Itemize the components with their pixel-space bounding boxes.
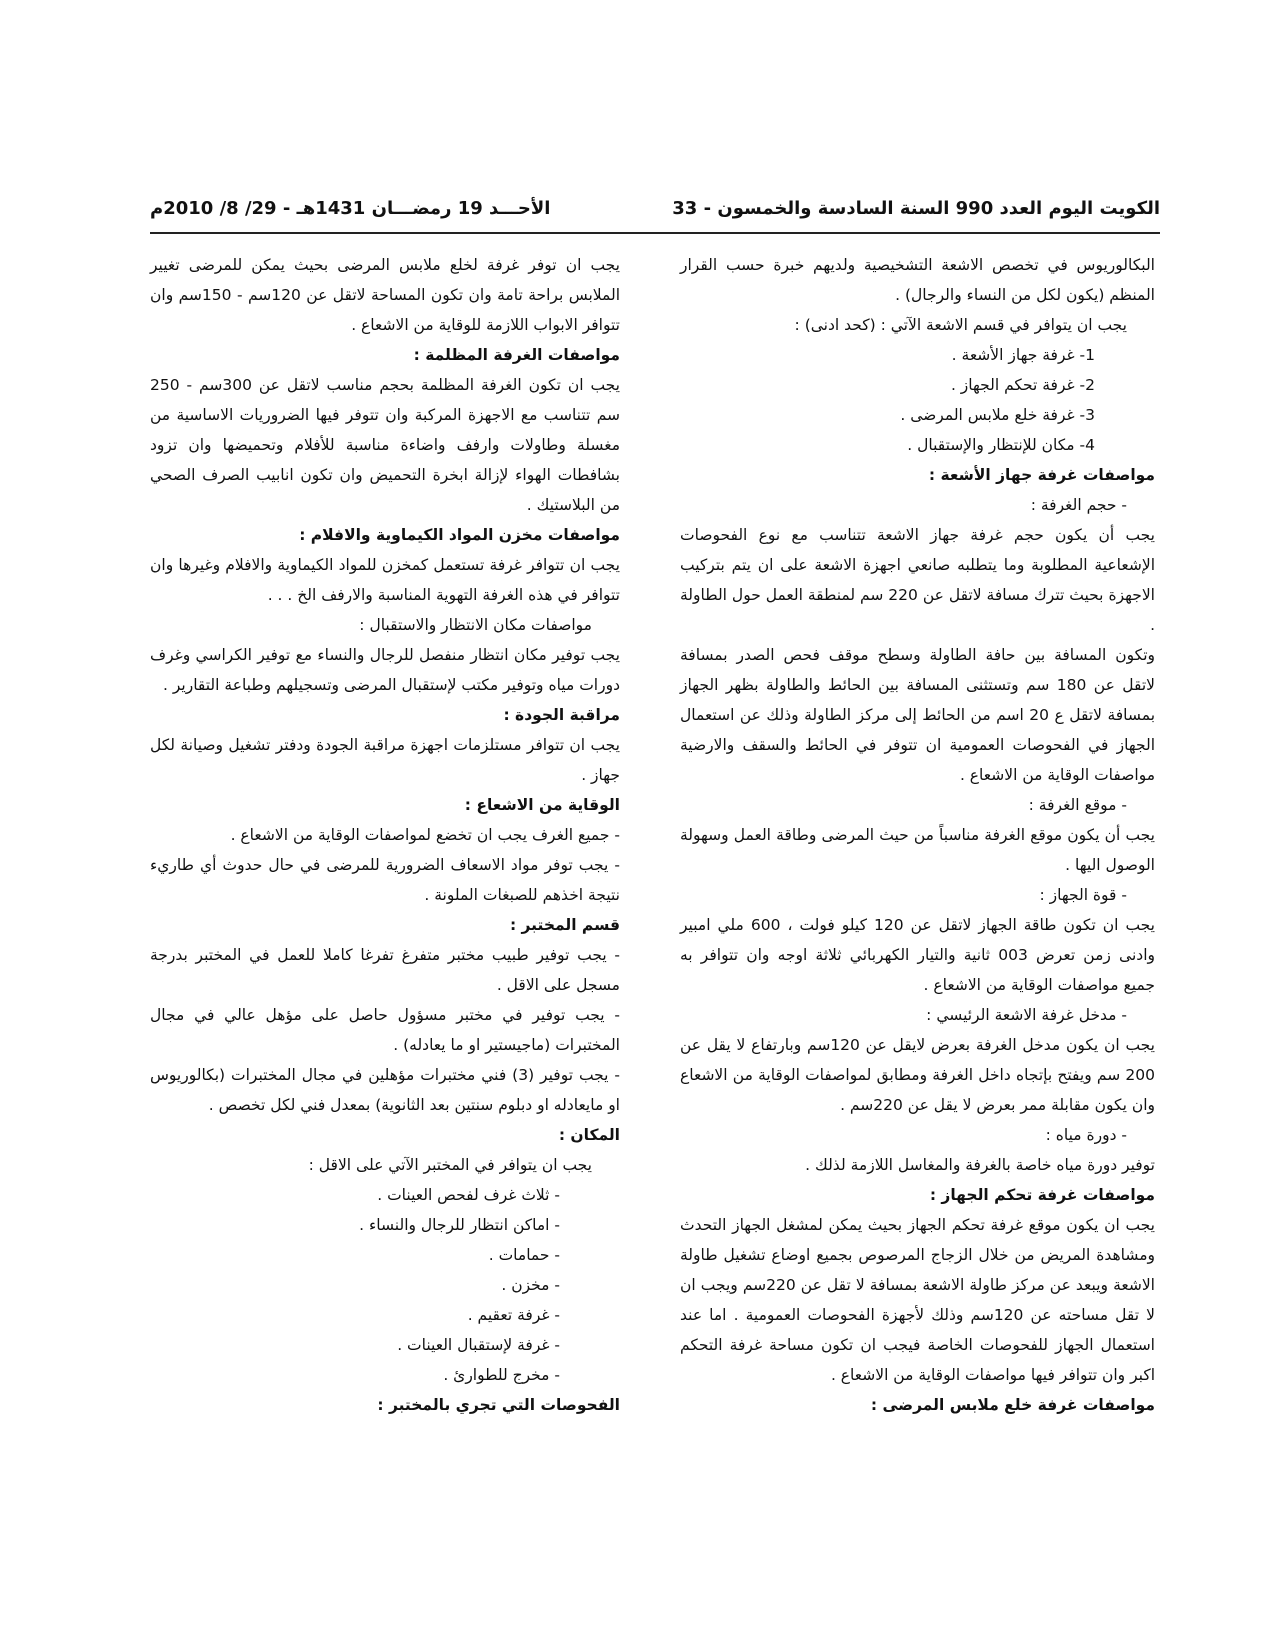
paragraph: يجب ان يكون مدخل الغرفة بعرض لايقل عن 120سم وبارتفاع لا يقل عن 200 سم ويفتح بإتجاه داخل الغرفة ومطابق لمواصفات الوقاية من الاشعاع وان يكون مقابلة ممر بعرض لا يقل عن 220سم . xyxy=(680,1036,1155,1114)
list-item: 1- غرفة جهاز الأشعة . xyxy=(951,346,1095,364)
list-item: - اماكن انتظار للرجال والنساء . xyxy=(359,1216,560,1234)
paragraph: - يجب توفير في مختبر مسؤول حاصل على مؤهل عالي في مجال المختبرات (ماجيستير او ما يعادله) . xyxy=(150,1006,620,1054)
paragraph: - يجب توفر مواد الاسعاف الضرورية للمرضى في حال حدوث أي طاريء نتيجة اخذهم للصبغات الملونة . xyxy=(150,856,620,904)
list-item: - مخرج للطوارئ . xyxy=(443,1366,560,1384)
paragraph: - يجب توفير (3) فني مختبرات مؤهلين في مجال المختبرات (بكالوريوس او مايعادله او دبلوم سنتين بعد الثانوية) بمعدل فني لكل تخصص . xyxy=(150,1066,620,1114)
left-column xyxy=(150,250,620,1420)
header-divider xyxy=(150,232,1160,234)
section-heading: الوقاية من الاشعاع : xyxy=(464,796,620,814)
paragraph: - جميع الغرف يجب ان تخضع لمواصفات الوقاية من الاشعاع . xyxy=(230,826,620,844)
page-header xyxy=(150,198,1160,228)
paragraph: يجب ان تكون طاقة الجهاز لاتقل عن 120 كيلو فولت ، 600 ملي امبير وادنى زمن تعرض 003 ثانية والتيار الكهربائي ثلاثة اوجه وان تتوافر به جميع مواصفات الوقاية من الاشعاع . xyxy=(680,916,1155,994)
paragraph: يجب أن يكون حجم غرفة جهاز الاشعة تتناسب مع نوع الفحوصات الإشعاعية المطلوبة وما يتطلبه صانعي اجهزة الاشعة على ان يتم بتركيب الاجهزة بحيث تترك مسافة لاتقل عن 220 سم لمنطقة العمل حول الطاولة . xyxy=(680,526,1155,634)
header-date: الأحـــد 19 رمضـــان 1431هـ - 29/ 8/ 2010م xyxy=(150,198,551,219)
sub-heading: يجب ان يتوافر في قسم الاشعة الآتي : (كحد ادنى) : xyxy=(794,316,1127,334)
paragraph: يجب ان تكون الغرفة المظلمة بحجم مناسب لاتقل عن 300سم - 250 سم تتناسب مع الاجهزة المركبة وان تتوفر فيها الضروريات الاساسية من مغسلة وطاولات وارفف واضاءة مناسبة للأفلام وتحميضها وان تزود بشافطات الهواء لإزالة ابخرة التحميض وان تكون انابيب الصرف الصحي من البلاستيك . xyxy=(150,376,620,514)
list-item: 3- غرفة خلع ملابس المرضى . xyxy=(900,406,1095,424)
section-heading: مواصفات غرفة خلع ملابس المرضى : xyxy=(870,1396,1155,1414)
right-column xyxy=(680,250,1155,1420)
paragraph: وتكون المسافة بين حافة الطاولة وسطح موقف فحص الصدر بمسافة لاتقل عن 180 سم وتستثنى المسافة بين الحائط والطاولة بظهر الجهاز بمسافة لاتقل ع 20 اسم من الحائط إلى مركز الطاولة وذلك عن استعمال الجهاز في الفحوصات العمومية ان تتوفر في الحائط والسقف والارضية مواصفات الوقاية من الاشعاع . xyxy=(680,646,1156,784)
section-heading: مواصفات غرفة تحكم الجهاز : xyxy=(929,1186,1155,1204)
paragraph: يجب ان تتوافر غرفة تستعمل كمخزن للمواد الكيماوية والافلام وغيرها وان تتوافر في هذه الغرفة التهوية المناسبة والارفف الخ . . . xyxy=(150,556,620,604)
section-heading: مواصفات غرفة جهاز الأشعة : xyxy=(928,466,1155,484)
list-item: - غرفة لإستقبال العينات . xyxy=(397,1336,560,1354)
section-heading: قسم المختبر : xyxy=(509,916,620,934)
section-heading: المكان : xyxy=(558,1126,620,1144)
sub-heading: - حجم الغرفة : xyxy=(1030,496,1127,514)
list-item: - غرفة تعقيم . xyxy=(467,1306,560,1324)
paragraph: البكالوريوس في تخصص الاشعة التشخيصية ولديهم خبرة حسب القرار المنظم (يكون لكل من النساء والرجال) . xyxy=(680,256,1155,304)
list-item: 2- غرفة تحكم الجهاز . xyxy=(950,376,1095,394)
sub-heading: - دورة مياه : xyxy=(1045,1126,1127,1144)
paragraph: يجب ان تتوافر مستلزمات اجهزة مراقبة الجودة ودفتر تشغيل وصيانة لكل جهاز . xyxy=(150,736,620,784)
sub-heading: - قوة الجهاز : xyxy=(1039,886,1127,904)
section-heading: مواصفات مخزن المواد الكيماوية والافلام : xyxy=(299,526,620,544)
paragraph: يجب أن يكون موقع الغرفة مناسباً من حيث المرضى وطاقة العمل وسهولة الوصول اليها . xyxy=(680,826,1155,874)
section-heading: مراقبة الجودة : xyxy=(503,706,620,724)
sub-heading: - مدخل غرفة الاشعة الرئيسي : xyxy=(926,1006,1127,1024)
list-item: - مخزن . xyxy=(501,1276,560,1294)
section-heading: مواصفات الغرفة المظلمة : xyxy=(413,346,620,364)
paragraph: توفير دورة مياه خاصة بالغرفة والمغاسل اللازمة لذلك . xyxy=(805,1156,1155,1174)
paragraph: - يجب توفير طبيب مختبر متفرغ تفرغا كاملا للعمل في المختبر بدرجة مسجل على الاقل . xyxy=(150,946,620,994)
paragraph: يجب ان توفر غرفة لخلع ملابس المرضى بحيث يمكن للمرضى تغيير الملابس براحة تامة وان تكون المساحة لاتقل عن 120سم - 150سم وان تتوافر الابواب اللازمة للوقاية من الاشعاع . xyxy=(150,256,621,334)
list-item: - حمامات . xyxy=(488,1246,560,1264)
sub-heading: - موقع الغرفة : xyxy=(1028,796,1127,814)
paragraph: يجب توفير مكان انتظار منفصل للرجال والنساء مع توفير الكراسي وغرف دورات مياه وتوفير مكتب لإستقبال المرضى وتسجيلهم وطباعة التقارير . xyxy=(150,646,620,694)
sub-heading: مواصفات مكان الانتظار والاستقبال : xyxy=(359,616,592,634)
paragraph: يجب ان يكون موقع غرفة تحكم الجهاز بحيث يمكن لمشغل الجهاز التحدث ومشاهدة المريض من خلال الزجاج المرصوص بجميع اوضاع تشغيل طاولة الاشعة ويبعد عن مركز طاولة الاشعة بمسافة لا تقل عن 220سم ويجب ان لا تقل مساحته عن 120سم وذلك لأجهزة الفحوصات العمومية . اما عند استعمال الجهاز للفحوصات الخاصة فيجب ان تكون مساحة غرفة التحكم اكبر وان تتوافر فيها مواصفات الوقاية من الاشعاع . xyxy=(680,1216,1155,1384)
section-heading: الفحوصات التي تجري بالمختبر : xyxy=(377,1396,620,1414)
header-issue-info: الكويت اليوم العدد 990 السنة السادسة والخمسون - 33 xyxy=(672,198,1160,219)
sub-heading: يجب ان يتوافر في المختبر الآتي على الاقل : xyxy=(308,1156,592,1174)
list-item: - ثلاث غرف لفحص العينات . xyxy=(377,1186,560,1204)
list-item: 4- مكان للإنتظار والإستقبال . xyxy=(907,436,1095,454)
